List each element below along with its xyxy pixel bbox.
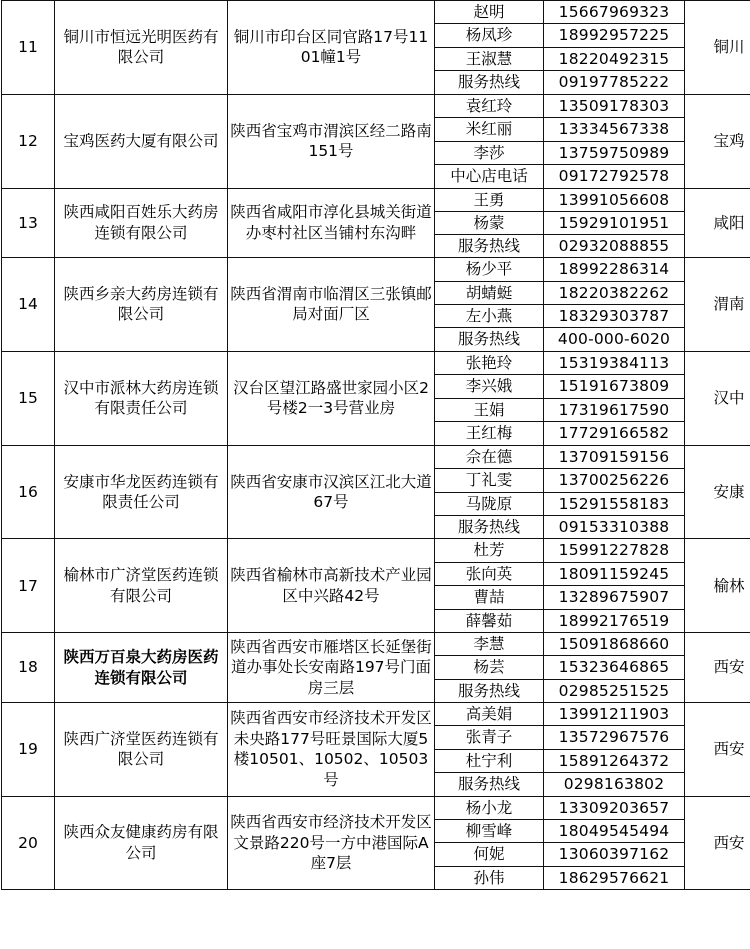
contact-phone: 18992176519 — [544, 609, 685, 632]
pharmacy-registry-table — [1, 0, 750, 890]
company-name: 陕西乡亲大药房连锁有限公司 — [55, 258, 228, 352]
row-index: 17 — [2, 539, 55, 633]
contact-phone: 13289675907 — [544, 586, 685, 609]
contact-phone: 18049545494 — [544, 819, 685, 842]
company-name: 陕西众友健康药房有限公司 — [55, 796, 228, 890]
row-index: 14 — [2, 258, 55, 352]
city-name: 铜川 — [685, 1, 750, 95]
row-index: 16 — [2, 445, 55, 539]
contact-phone: 400-000-6020 — [544, 328, 685, 351]
contact-phone: 15091868660 — [544, 633, 685, 656]
company-address: 陕西省安康市汉滨区江北大道67号 — [228, 445, 435, 539]
contact-person: 服务热线 — [435, 516, 544, 539]
company-name: 陕西咸阳百姓乐大药房连锁有限公司 — [55, 188, 228, 257]
contact-phone: 17729166582 — [544, 422, 685, 445]
contact-person: 服务热线 — [435, 71, 544, 94]
row-index: 12 — [2, 94, 55, 188]
contact-person: 孙伟 — [435, 866, 544, 889]
contact-phone: 13709159156 — [544, 445, 685, 468]
contact-phone: 13991211903 — [544, 702, 685, 725]
company-address: 陕西省宝鸡市渭滨区经二路南151号 — [228, 94, 435, 188]
contact-phone: 18220492315 — [544, 47, 685, 70]
contact-phone: 18629576621 — [544, 866, 685, 889]
contact-person: 服务热线 — [435, 234, 544, 257]
contact-person: 服务热线 — [435, 679, 544, 702]
company-name: 汉中市派林大药房连锁有限责任公司 — [55, 351, 228, 445]
contact-phone: 18992957225 — [544, 24, 685, 47]
city-name: 安康 — [685, 445, 750, 539]
contact-phone: 13759750989 — [544, 141, 685, 164]
contact-phone: 02932088855 — [544, 234, 685, 257]
company-name: 陕西万百泉大药房医药连锁有限公司 — [55, 633, 228, 702]
table-body — [2, 1, 750, 890]
contact-person: 柳雪峰 — [435, 819, 544, 842]
contact-person: 高美娟 — [435, 702, 544, 725]
contact-phone: 15929101951 — [544, 211, 685, 234]
row-index: 13 — [2, 188, 55, 257]
contact-person: 米红丽 — [435, 118, 544, 141]
contact-phone: 15191673809 — [544, 375, 685, 398]
contact-phone: 13700256226 — [544, 469, 685, 492]
company-name: 安康市华龙医药连锁有限责任公司 — [55, 445, 228, 539]
city-name: 汉中 — [685, 351, 750, 445]
contact-person: 杜芳 — [435, 539, 544, 562]
contact-person: 杨小龙 — [435, 796, 544, 819]
contact-person: 王娟 — [435, 398, 544, 421]
contact-person: 马陇原 — [435, 492, 544, 515]
contact-phone: 15323646865 — [544, 656, 685, 679]
contact-person: 服务热线 — [435, 773, 544, 796]
contact-phone: 15291558183 — [544, 492, 685, 515]
city-name: 西安 — [685, 633, 750, 702]
table-row — [2, 796, 750, 819]
table-row — [2, 702, 750, 725]
contact-phone: 18220382262 — [544, 281, 685, 304]
contact-person: 服务热线 — [435, 328, 544, 351]
contact-person: 赵明 — [435, 1, 544, 24]
city-name: 咸阳 — [685, 188, 750, 257]
company-address: 陕西省西安市经济技术开发区文景路220号一方中港国际A座7层 — [228, 796, 435, 890]
contact-person: 李慧 — [435, 633, 544, 656]
row-index: 20 — [2, 796, 55, 890]
company-address: 陕西省渭南市临渭区三张镇邮局对面厂区 — [228, 258, 435, 352]
contact-person: 杨少平 — [435, 258, 544, 281]
contact-phone: 15667969323 — [544, 1, 685, 24]
company-address: 汉台区望江路盛世家园小区2号楼2一3号营业房 — [228, 351, 435, 445]
contact-person: 杜宁利 — [435, 749, 544, 772]
contact-phone: 13309203657 — [544, 796, 685, 819]
contact-phone: 18992286314 — [544, 258, 685, 281]
contact-phone: 13509178303 — [544, 94, 685, 117]
company-address: 铜川市印台区同官路17号1101幢1号 — [228, 1, 435, 95]
contact-person: 薛馨茹 — [435, 609, 544, 632]
city-name: 宝鸡 — [685, 94, 750, 188]
contact-phone: 15991227828 — [544, 539, 685, 562]
row-index: 15 — [2, 351, 55, 445]
table-row — [2, 445, 750, 468]
company-address: 陕西省西安市经济技术开发区未央路177号旺景国际大厦5楼10501、10502、10503号 — [228, 702, 435, 796]
company-name: 榆林市广济堂医药连锁有限公司 — [55, 539, 228, 633]
contact-phone: 13991056608 — [544, 188, 685, 211]
contact-person: 胡蜻蜓 — [435, 281, 544, 304]
table-row — [2, 258, 750, 281]
contact-person: 李兴娥 — [435, 375, 544, 398]
company-address: 陕西省咸阳市淳化县城关街道办枣村社区当铺村东沟畔 — [228, 188, 435, 257]
table-row — [2, 539, 750, 562]
contact-phone: 0298163802 — [544, 773, 685, 796]
contact-phone: 09172792578 — [544, 165, 685, 188]
row-index: 11 — [2, 1, 55, 95]
contact-person: 左小燕 — [435, 304, 544, 327]
contact-phone: 15891264372 — [544, 749, 685, 772]
contact-person: 杨凤珍 — [435, 24, 544, 47]
city-name: 西安 — [685, 796, 750, 890]
company-address: 陕西省西安市雁塔区长延堡街道办事处长安南路197号门面房三层 — [228, 633, 435, 702]
contact-person: 张向英 — [435, 562, 544, 585]
contact-phone: 02985251525 — [544, 679, 685, 702]
contact-phone: 18091159245 — [544, 562, 685, 585]
contact-person: 李莎 — [435, 141, 544, 164]
contact-person: 何妮 — [435, 843, 544, 866]
table-row — [2, 633, 750, 656]
city-name: 榆林 — [685, 539, 750, 633]
contact-person: 王勇 — [435, 188, 544, 211]
contact-person: 袁红玲 — [435, 94, 544, 117]
contact-phone: 17319617590 — [544, 398, 685, 421]
row-index: 19 — [2, 702, 55, 796]
contact-person: 中心店电话 — [435, 165, 544, 188]
contact-phone: 13334567338 — [544, 118, 685, 141]
contact-person: 杨芸 — [435, 656, 544, 679]
table-row — [2, 94, 750, 117]
company-name: 陕西广济堂医药连锁有限公司 — [55, 702, 228, 796]
table-row — [2, 1, 750, 24]
contact-person: 张青子 — [435, 726, 544, 749]
contact-person: 张艳玲 — [435, 351, 544, 374]
contact-person: 曹喆 — [435, 586, 544, 609]
contact-phone: 09197785222 — [544, 71, 685, 94]
table-row — [2, 188, 750, 211]
contact-phone: 13060397162 — [544, 843, 685, 866]
contact-phone: 15319384113 — [544, 351, 685, 374]
contact-person: 杨蒙 — [435, 211, 544, 234]
company-name: 宝鸡医药大厦有限公司 — [55, 94, 228, 188]
contact-person: 王红梅 — [435, 422, 544, 445]
row-index: 18 — [2, 633, 55, 702]
company-address: 陕西省榆林市高新技术产业园区中兴路42号 — [228, 539, 435, 633]
contact-person: 王淑慧 — [435, 47, 544, 70]
contact-phone: 18329303787 — [544, 304, 685, 327]
contact-phone: 13572967576 — [544, 726, 685, 749]
table-row — [2, 351, 750, 374]
contact-person: 丁礼雯 — [435, 469, 544, 492]
city-name: 渭南 — [685, 258, 750, 352]
company-name: 铜川市恒远光明医药有限公司 — [55, 1, 228, 95]
city-name: 西安 — [685, 702, 750, 796]
contact-phone: 09153310388 — [544, 516, 685, 539]
contact-person: 佘在德 — [435, 445, 544, 468]
